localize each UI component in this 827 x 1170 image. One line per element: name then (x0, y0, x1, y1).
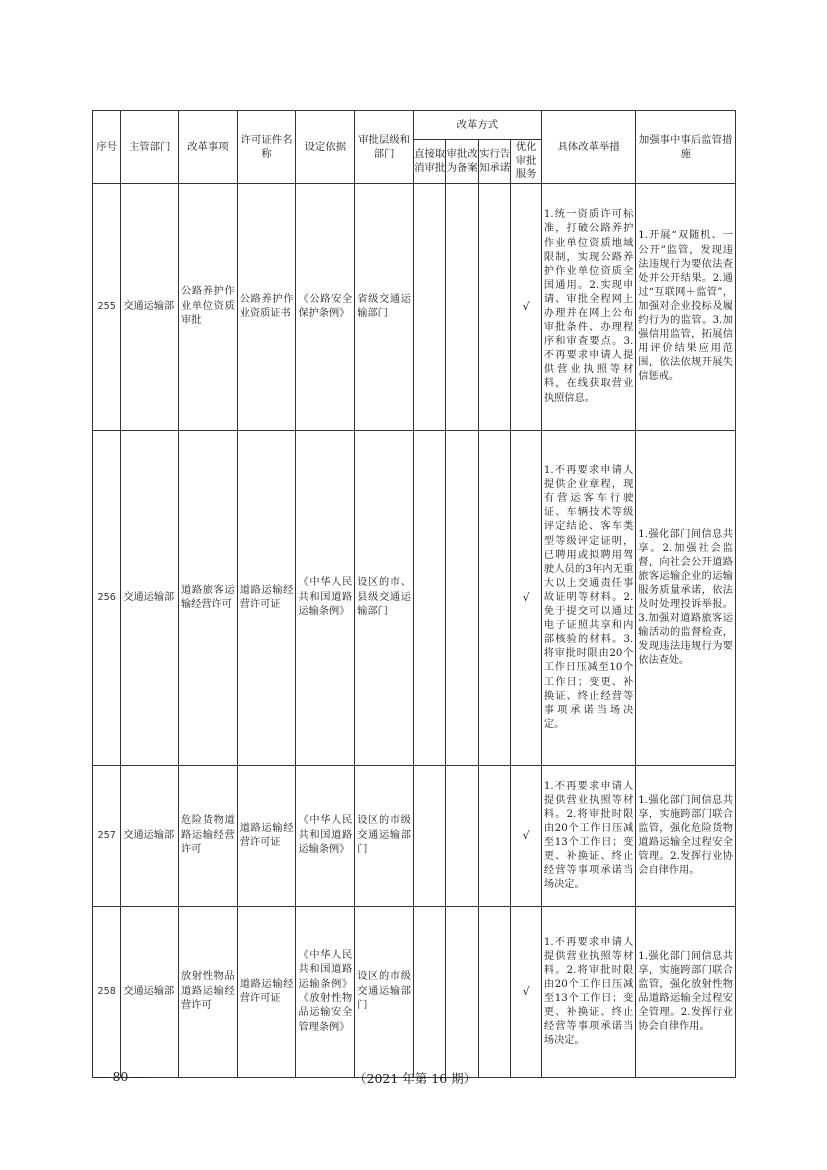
row-supervision: 1.强化部门间信息共享，实施跨部门联合监管，强化放射性物品道路运输全过程安全管理。2.发挥行业协会自律作用。 (636, 907, 736, 1078)
row-level: 设区的市级交通运输部门 (355, 907, 414, 1078)
header-supervision: 加强事中事后监管措施 (636, 111, 736, 184)
row-dept: 交通运输部 (121, 907, 179, 1078)
row-basis: 《中华人民共和国道路运输条例》 (296, 431, 355, 766)
document-sheet (92, 110, 736, 1078)
table-row (93, 431, 736, 766)
row-method-notify (478, 907, 511, 1078)
row-item: 危险货物道路运输经营许可 (179, 766, 238, 907)
row-method-cancel (413, 766, 446, 907)
table-row (93, 907, 736, 1078)
row-method-cancel (413, 907, 446, 1078)
row-method-filing (446, 766, 479, 907)
row-method-filing (446, 907, 479, 1078)
row-item: 公路养护作业单位资质审批 (179, 184, 238, 431)
row-supervision: 1.开展“双随机、一公开”监管，发现违法违规行为要依法查处并公开结果。2.通过“互联网＋监管”，加强对企业投标及履约行为的监管。3.加强信用监管，拓展信用评价结果应用范围，依法依规开展失信惩戒。 (636, 184, 736, 431)
row-level: 设区的市级交通运输部门 (355, 766, 414, 907)
row-license: 道路运输经营许可证 (237, 766, 296, 907)
header-method-filing: 审批改为备案 (446, 140, 479, 184)
header-measures: 具体改革举措 (541, 111, 635, 184)
row-measures: 1.不再要求申请人提供营业执照等材料。2.将审批时限由20个工作日压减至13个工作日；变更、补换证、终止经营等事项承诺当场决定。 (541, 907, 635, 1078)
row-item: 放射性物品道路运输经营许可 (179, 907, 238, 1078)
row-measures: 1.统一资质许可标准，打破公路养护作业单位资质地域限制，实现公路养护作业单位资质全国通用。2.实现申请、审批全程网上办理并在网上公布审批条件、办理程序和审查要点。3.不再要求申请人提供营业执照等材料，在线获取营业执照信息。 (541, 184, 635, 431)
row-method-optimize-check: √ (511, 431, 541, 766)
row-item: 道路旅客运输经营许可 (179, 431, 238, 766)
reform-table (92, 110, 736, 1078)
header-method-optimize: 优化审批服务 (511, 140, 541, 184)
header-no: 序号 (93, 111, 121, 184)
row-method-cancel (413, 184, 446, 431)
header-method-notify: 实行告知承诺 (478, 140, 511, 184)
row-license: 道路运输经营许可证 (237, 431, 296, 766)
row-basis: 《中华人民共和国道路运输条例》 (296, 766, 355, 907)
table-row (93, 184, 736, 431)
row-dept: 交通运输部 (121, 431, 179, 766)
row-no: 258 (93, 907, 121, 1078)
header-methods: 改革方式 (413, 111, 541, 140)
row-supervision: 1.强化部门间信息共享。2.加强社会监督，向社会公开道路旅客运输企业的运输服务质量承诺，依法及时处理投诉举报。3.加强对道路旅客运输活动的监督检查，发现违法违规行为要依法查处。 (636, 431, 736, 766)
header-dept: 主管部门 (121, 111, 179, 184)
row-measures: 1.不再要求申请人提供营业执照等材料。2.将审批时限由20个工作日压减至13个工作日；变更、补换证、终止经营等事项承诺当场决定。 (541, 766, 635, 907)
row-level: 省级交通运输部门 (355, 184, 414, 431)
table-row (93, 766, 736, 907)
row-basis: 《中华人民共和国道路运输条例》《放射性物品运输安全管理条例》 (296, 907, 355, 1078)
row-method-notify (478, 766, 511, 907)
row-no: 255 (93, 184, 121, 431)
row-method-filing (446, 184, 479, 431)
row-supervision: 1.强化部门间信息共享，实施跨部门联合监管，强化危险货物道路运输全过程安全管理。2.发挥行业协会自律作用。 (636, 766, 736, 907)
header-basis: 设定依据 (296, 111, 355, 184)
row-no: 257 (93, 766, 121, 907)
header-level: 审批层级和部门 (355, 111, 414, 184)
header-license: 许可证件名称 (237, 111, 296, 184)
table-header (93, 111, 736, 184)
row-method-optimize-check: √ (511, 184, 541, 431)
row-basis: 《公路安全保护条例》 (296, 184, 355, 431)
row-license: 公路养护作业资质证书 (237, 184, 296, 431)
row-license: 道路运输经营许可证 (237, 907, 296, 1078)
row-dept: 交通运输部 (121, 766, 179, 907)
row-measures: 1.不再要求申请人提供企业章程，现有营运客车行驶证、车辆技术等级评定结论、客车类型等级评定证明，已聘用或拟聘用驾驶人员的3年内无重大以上交通责任事故证明等材料。2.免于提交可以通过电子证照共享和内部核验的材料。3.将审批时限由20个工作日压减至10个工作日；变更、补换证、终止经营等事项承诺当场决定。 (541, 431, 635, 766)
row-method-filing (446, 431, 479, 766)
header-item: 改革事项 (179, 111, 238, 184)
page-footer (92, 1069, 736, 1089)
row-method-optimize-check: √ (511, 766, 541, 907)
page-number: — 80 — (96, 1069, 145, 1084)
row-method-cancel (413, 431, 446, 766)
row-dept: 交通运输部 (121, 184, 179, 431)
row-method-optimize-check: √ (511, 907, 541, 1078)
row-method-notify (478, 431, 511, 766)
header-method-cancel: 直接取消审批 (413, 140, 446, 184)
row-no: 256 (93, 431, 121, 766)
issue-label: （2021 年第 16 期） (354, 1071, 477, 1086)
row-method-notify (478, 184, 511, 431)
row-level: 设区的市、县级交通运输部门 (355, 431, 414, 766)
